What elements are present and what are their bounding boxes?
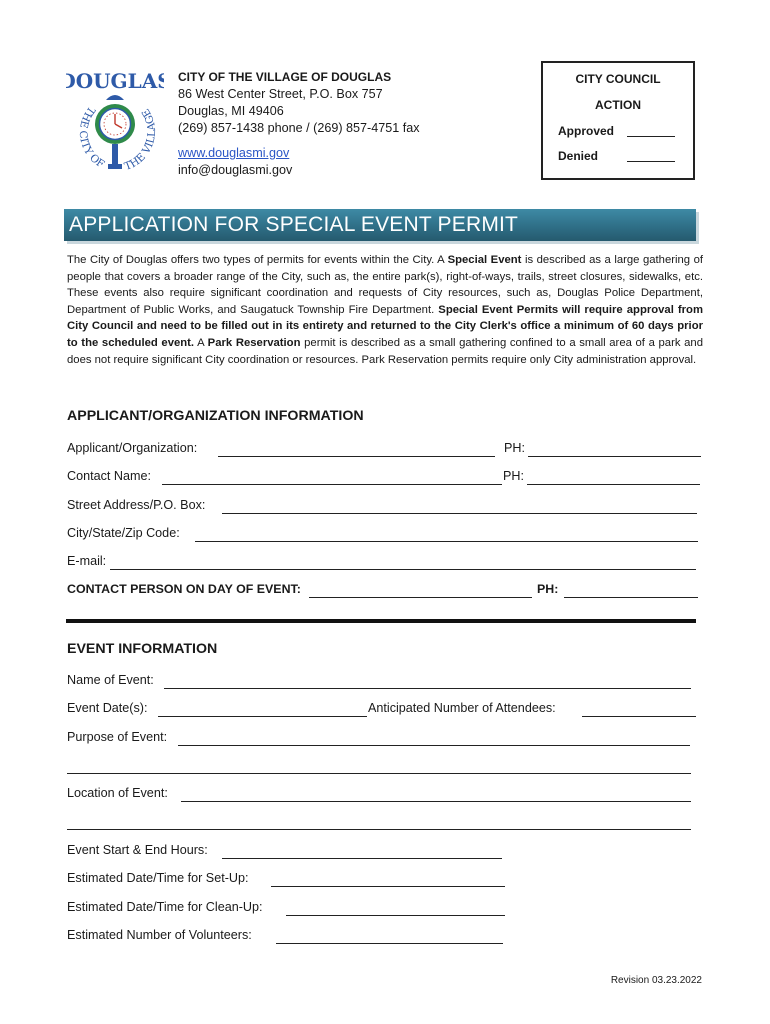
attendees-label: Anticipated Number of Attendees: xyxy=(368,701,556,715)
applicant-section-heading: APPLICANT/ORGANIZATION INFORMATION xyxy=(67,408,364,424)
logo-top-text: DOUGLA xyxy=(66,69,158,93)
city-line: Douglas, MI 49406 xyxy=(178,104,284,118)
attendees-input-line[interactable] xyxy=(582,716,696,717)
denied-label: Denied xyxy=(558,149,599,163)
intro-bold-approval: Special Event Permits will require approval from City Council and need to be filled out in its entirety and returned to the City Clerk's office a minimum of 60 days prior to the scheduled event. xyxy=(67,303,703,349)
contact-input-line[interactable] xyxy=(162,484,502,485)
street-input-line[interactable] xyxy=(222,513,697,514)
location-label: Location of Event: xyxy=(67,786,168,800)
purpose-input-line-2[interactable] xyxy=(67,773,691,774)
phone-line: (269) 857-1438 phone / (269) 857-4751 fax xyxy=(178,121,420,135)
contact-label: Contact Name: xyxy=(67,469,151,483)
volunteers-label: Estimated Number of Volunteers: xyxy=(67,928,252,942)
cleanup-label: Estimated Date/Time for Clean-Up: xyxy=(67,900,263,914)
intro-text-3: A xyxy=(194,336,208,349)
location-input-line-1[interactable] xyxy=(181,801,691,802)
cleanup-input-line[interactable] xyxy=(286,915,505,916)
event-dates-label: Event Date(s): xyxy=(67,701,148,715)
intro-text-4: permit is described as a small gathering confined to a small area of a park and does not require significant City coordination or resources. Park Reservation permits require only City administration approval. xyxy=(67,336,704,366)
ph-label-1: PH: xyxy=(504,441,525,455)
denied-blank[interactable] xyxy=(627,149,675,162)
volunteers-input-line[interactable] xyxy=(276,943,503,944)
event-name-label: Name of Event: xyxy=(67,673,154,687)
intro-text-2: is described as a large gathering of people that covers a broader range of the City, such as, the entire park(s), right-of-ways, trails, street closures, sidewalks, etc. These events also require significant coordination and requests of City resources, such as, Douglas Police Department, Department of Public Works, and Saugatuck Township Fire Department. xyxy=(67,254,703,316)
day-contact-phone-line[interactable] xyxy=(564,597,698,598)
event-dates-input-line[interactable] xyxy=(158,716,367,717)
purpose-label: Purpose of Event: xyxy=(67,730,168,744)
revision-text: Revision 03.23.2022 xyxy=(610,975,702,986)
council-title: CITY COUNCIL xyxy=(575,72,661,86)
title-banner xyxy=(64,209,696,241)
intro-bold-park-reservation: Park Reservation xyxy=(207,336,301,349)
purpose-input-line-1[interactable] xyxy=(178,745,690,746)
contact-phone-line[interactable] xyxy=(527,484,700,485)
event-section-heading: EVENT INFORMATION xyxy=(67,641,218,657)
intro-text-1: The City of Douglas offers two types of permits for events within the City. A xyxy=(67,254,448,266)
city-logo xyxy=(66,62,164,180)
intro-paragraph xyxy=(67,252,703,368)
city-state-zip-label: City/State/Zip Code: xyxy=(67,526,180,540)
ph-label-3: PH: xyxy=(537,582,559,596)
hours-label: Event Start & End Hours: xyxy=(67,843,208,857)
city-state-zip-input-line[interactable] xyxy=(195,541,698,542)
setup-label: Estimated Date/Time for Set-Up: xyxy=(67,871,249,885)
address-line: 86 West Center Street, P.O. Box 757 xyxy=(178,87,383,101)
council-subtitle: ACTION xyxy=(595,98,641,112)
email-label: E-mail: xyxy=(67,554,107,568)
applicant-input-line[interactable] xyxy=(218,456,495,457)
approved-blank[interactable] xyxy=(627,124,675,137)
intro-bold-special-event: Special Event xyxy=(447,254,522,266)
city-council-action-box xyxy=(541,61,695,180)
logo-right-arc: THE VILLAGE xyxy=(122,106,159,173)
ph-label-2: PH: xyxy=(503,469,524,483)
day-contact-label: CONTACT PERSON ON DAY OF EVENT: xyxy=(67,582,301,596)
day-contact-input-line[interactable] xyxy=(309,597,532,598)
applicant-phone-line[interactable] xyxy=(528,456,701,457)
hours-input-line[interactable] xyxy=(222,858,502,859)
logo-left-arc: THE CITY OF xyxy=(76,104,107,171)
org-name: CITY OF THE VILLAGE OF DOUGLAS xyxy=(178,70,392,84)
location-input-line-2[interactable] xyxy=(67,829,691,830)
website-link[interactable]: www.douglasmi.gov xyxy=(178,146,290,160)
page-title: APPLICATION FOR SPECIAL EVENT PERMIT xyxy=(69,213,519,236)
applicant-label: Applicant/Organization: xyxy=(67,441,198,455)
email-input-line[interactable] xyxy=(110,569,696,570)
email-text: info@douglasmi.gov xyxy=(178,163,293,177)
approved-label: Approved xyxy=(558,124,615,138)
setup-input-line[interactable] xyxy=(271,886,505,887)
street-label: Street Address/P.O. Box: xyxy=(67,498,206,512)
header-address-block xyxy=(178,69,420,179)
event-name-input-line[interactable] xyxy=(164,688,691,689)
section-divider xyxy=(66,619,696,623)
